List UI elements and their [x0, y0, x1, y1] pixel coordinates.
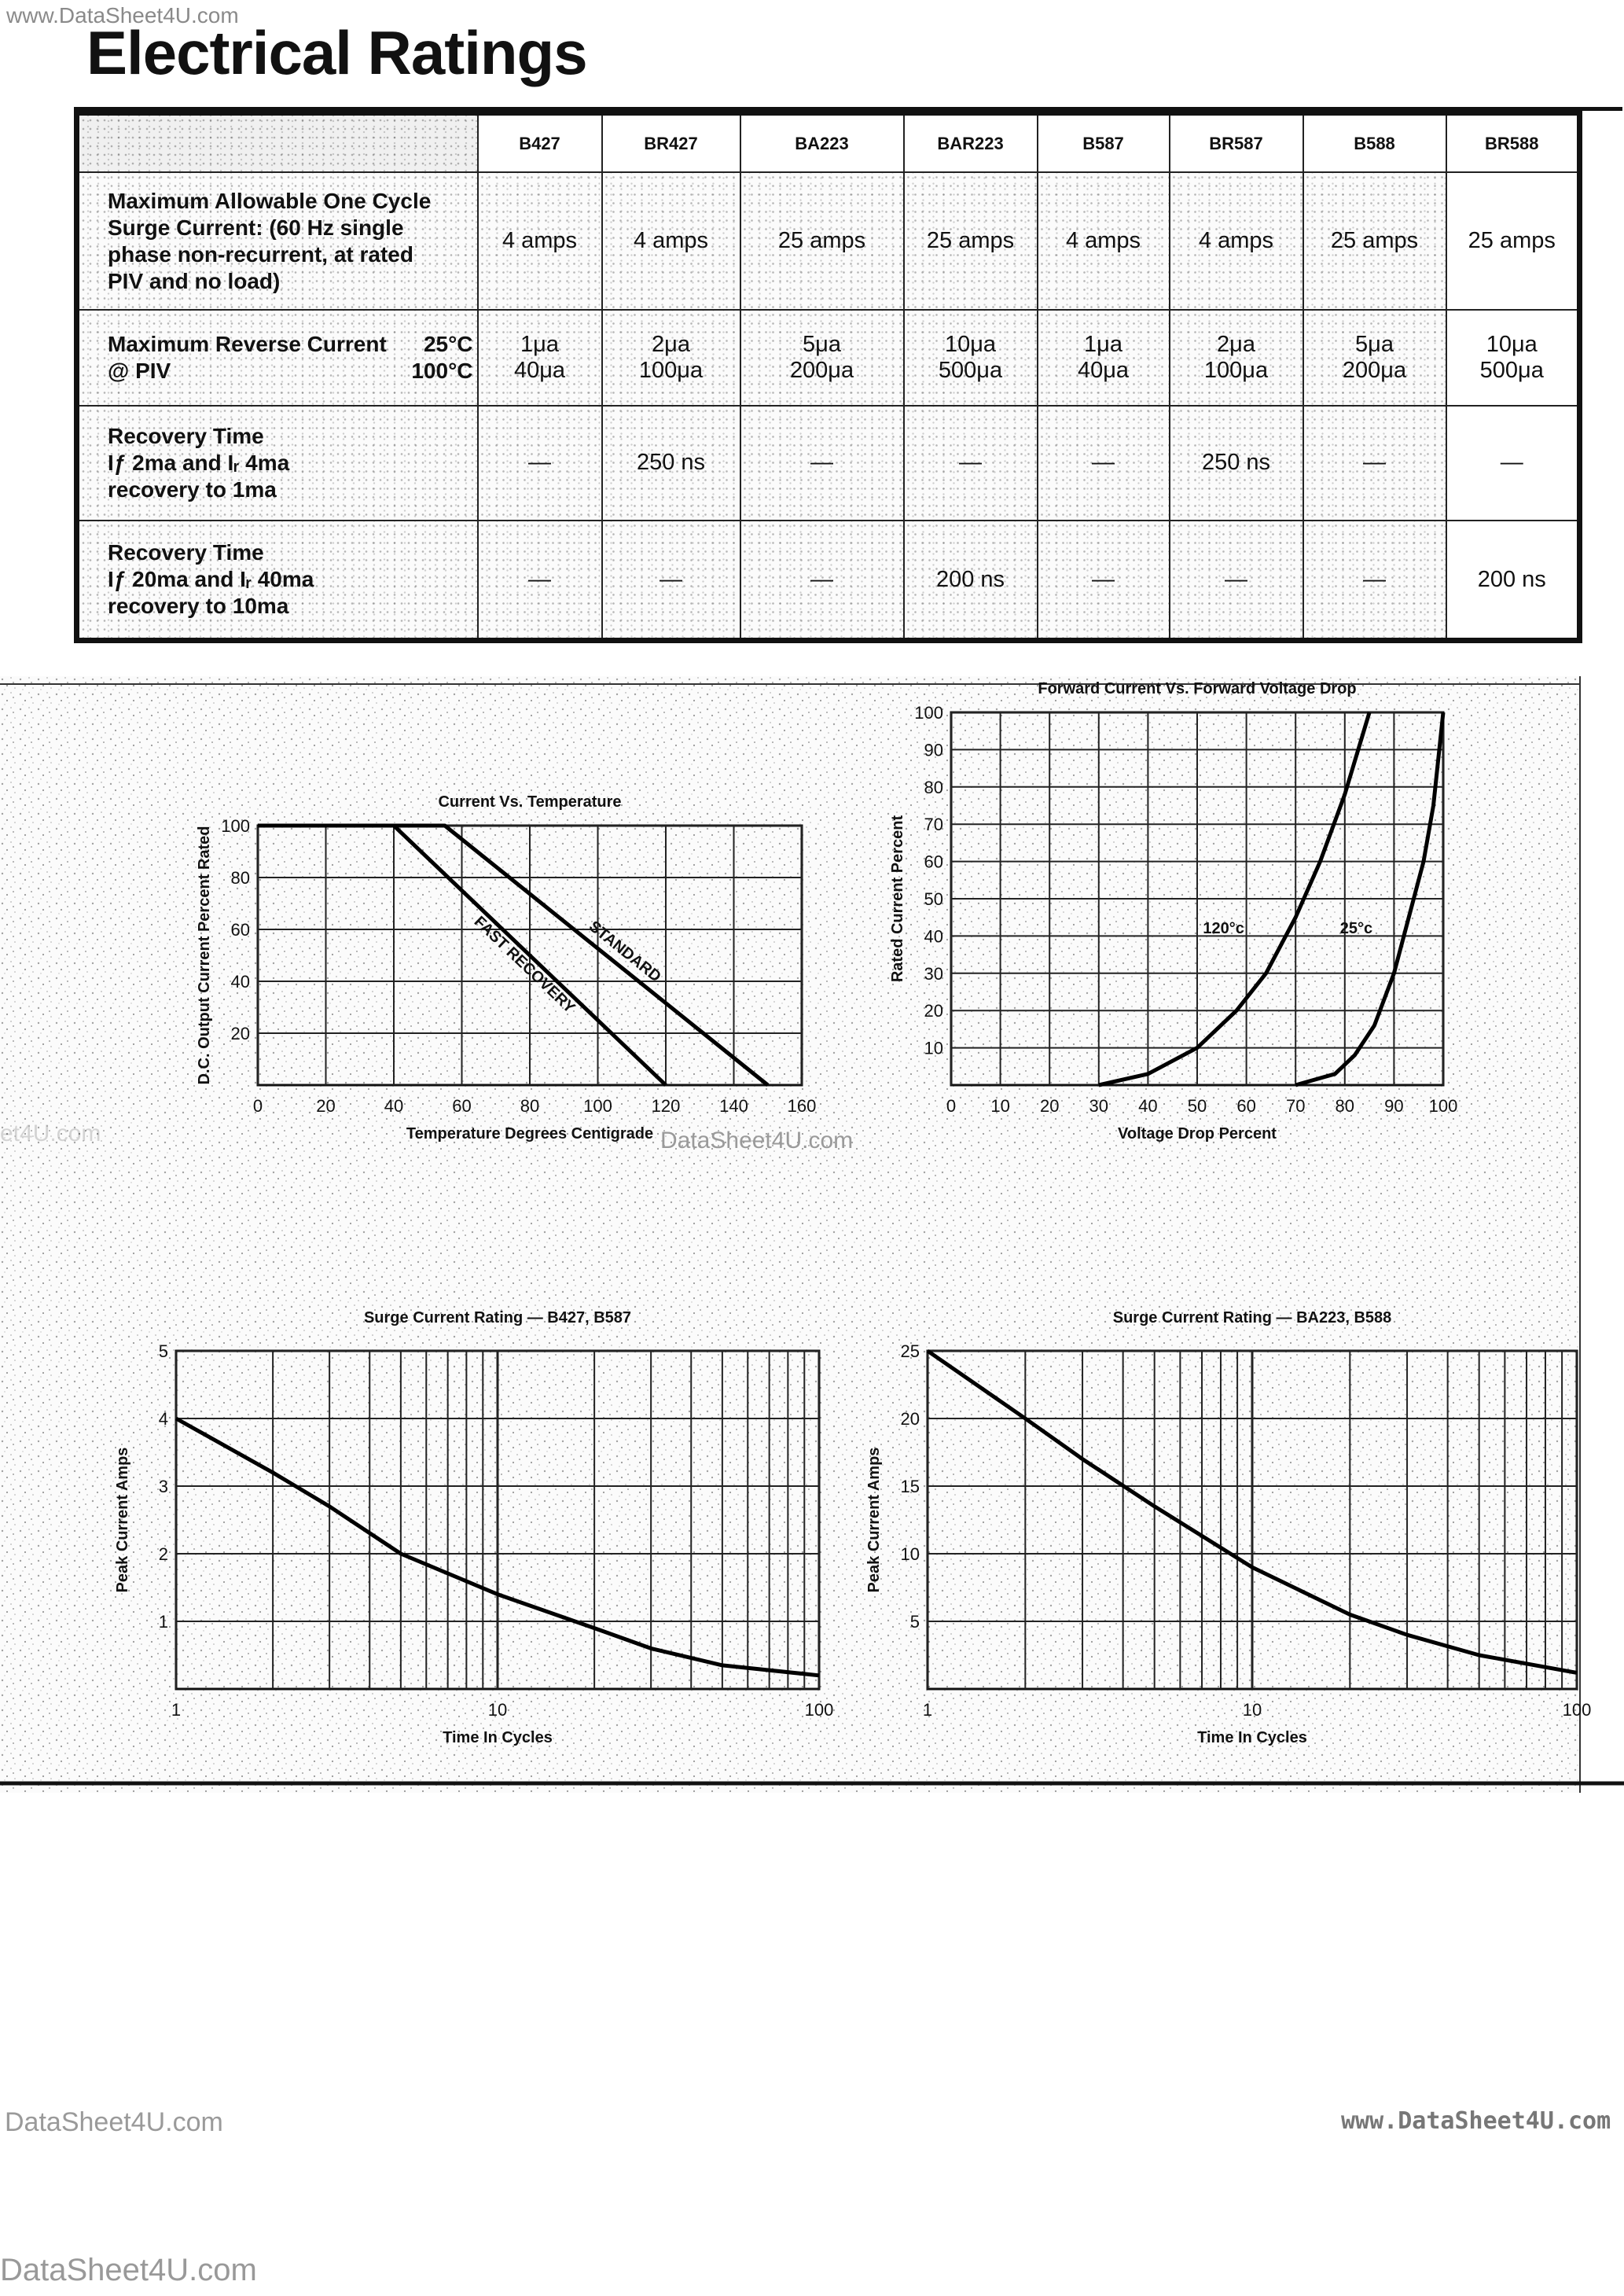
label-line: PIV and no load): [108, 268, 281, 293]
table-row: [77, 521, 1580, 640]
x-tick-label: 100: [1562, 1700, 1592, 1720]
temp-tag: 100°C: [411, 358, 473, 383]
series-label: 120°c: [1203, 919, 1244, 937]
table-cell: 200 ns: [904, 521, 1038, 640]
value-100c: 40μa: [513, 357, 566, 383]
x-tick-label: 10: [1242, 1700, 1262, 1720]
label-line: [108, 331, 476, 358]
label-text: Maximum Reverse Current: [108, 331, 387, 356]
chart-title: Current Vs. Temperature: [438, 793, 622, 811]
table-cell: —: [1303, 406, 1446, 521]
y-tick-label: 1: [158, 1612, 168, 1632]
table-cell: [1446, 310, 1580, 406]
series-label: STANDARD: [585, 918, 664, 986]
table-header-row: [77, 113, 1580, 173]
table-cell: 25 amps: [740, 172, 904, 310]
x-tick-label: 100: [804, 1700, 834, 1720]
table-cell: [602, 310, 740, 406]
x-tick-label: 100: [1428, 1096, 1458, 1116]
y-axis-label: Peak Current Amps: [114, 1447, 131, 1593]
value-25c: 10μa: [944, 331, 997, 357]
ratings-table: [74, 110, 1582, 643]
y-tick-label: 100: [914, 703, 943, 723]
y-tick-label: 80: [924, 777, 943, 797]
x-tick-label: 50: [1187, 1096, 1207, 1116]
label-line: Iƒ 20ma and Iᵣ 40ma: [108, 567, 314, 592]
table-cell: 25 amps: [1446, 172, 1580, 310]
table-cell: 25 amps: [1303, 172, 1446, 310]
row-label: [77, 406, 478, 521]
y-tick-label: 3: [158, 1477, 168, 1496]
table-cell: —: [1303, 521, 1446, 640]
y-axis-label: Rated Current Percent: [889, 815, 906, 983]
x-tick-label: 160: [787, 1096, 817, 1116]
y-axis-label: D.C. Output Current Percent Rated: [196, 826, 213, 1085]
value-100c: 200μa: [789, 357, 854, 383]
watermark-bottom-left: DataSheet4U.com: [5, 2107, 223, 2137]
x-tick-label: 70: [1285, 1096, 1306, 1116]
x-tick-label: 20: [1039, 1096, 1060, 1116]
y-tick-label: 4: [158, 1409, 168, 1429]
table-cell: [1303, 310, 1446, 406]
col-header: BR427: [602, 113, 740, 173]
watermark-bottom: DataSheet4U.com: [0, 2253, 257, 2287]
x-tick-label: 0: [946, 1096, 957, 1116]
y-tick-label: 20: [924, 1001, 943, 1021]
table-cell: [904, 310, 1038, 406]
col-header: BAR223: [904, 113, 1038, 173]
value-25c: 2μa: [1217, 331, 1255, 357]
label-line: Iƒ 2ma and Iᵣ 4ma: [108, 450, 290, 475]
value-25c: 10μa: [1486, 331, 1538, 357]
col-header: BA223: [740, 113, 904, 173]
table-cell: —: [602, 521, 740, 640]
value-100c: 100μa: [1203, 357, 1269, 383]
page-title: Electrical Ratings: [86, 18, 587, 87]
y-tick-label: 2: [158, 1544, 168, 1564]
chart-watermark: DataSheet4U.com: [660, 1128, 854, 1154]
y-tick-label: 60: [230, 920, 250, 940]
label-text: @ PIV: [108, 358, 171, 383]
chart-title: Surge Current Rating — BA223, B588: [1112, 1309, 1392, 1326]
y-tick-label: 60: [924, 852, 943, 872]
chart-title: Forward Current Vs. Forward Voltage Drop: [1038, 680, 1357, 697]
x-tick-label: 100: [583, 1096, 612, 1116]
y-axis-label: Peak Current Amps: [865, 1447, 883, 1593]
row-label: [77, 310, 478, 406]
watermark-top: www.DataSheet4U.com: [6, 3, 239, 28]
table-cell: —: [904, 406, 1038, 521]
label-line: Surge Current: (60 Hz single: [108, 215, 404, 240]
x-tick-label: 120: [651, 1096, 681, 1116]
y-tick-label: 50: [924, 889, 943, 909]
table-cell: [740, 310, 904, 406]
y-tick-label: 80: [230, 868, 250, 888]
y-tick-label: 40: [924, 926, 943, 947]
chart-title: Surge Current Rating — B427, B587: [363, 1309, 632, 1326]
label-line: Recovery Time: [108, 423, 264, 448]
table-cell: [1038, 310, 1170, 406]
graphs-background: [0, 676, 1580, 1793]
y-tick-label: 5: [909, 1612, 920, 1632]
x-axis-label: Time In Cycles: [1197, 1729, 1307, 1746]
row-label: [77, 172, 478, 310]
y-tick-label: 5: [158, 1341, 168, 1361]
table-cell: —: [1446, 406, 1580, 521]
col-header: B587: [1038, 113, 1170, 173]
x-tick-label: 90: [1384, 1096, 1404, 1116]
table-cell: 4 amps: [1170, 172, 1303, 310]
table-row: [77, 310, 1580, 406]
label-line: recovery to 10ma: [108, 594, 289, 619]
value-100c: 40μa: [1077, 357, 1130, 383]
col-header: B588: [1303, 113, 1446, 173]
graphs-panel: [0, 676, 1624, 1808]
table-cell: —: [1038, 521, 1170, 640]
header-corner: [77, 113, 478, 173]
x-tick-label: 1: [171, 1700, 182, 1720]
value-25c: 1μa: [1084, 331, 1122, 357]
table-cell: —: [1170, 521, 1303, 640]
y-tick-label: 90: [924, 740, 943, 760]
x-tick-label: 80: [520, 1096, 540, 1116]
x-tick-label: 80: [1335, 1096, 1355, 1116]
y-tick-label: 20: [900, 1409, 920, 1429]
table-cell: [1170, 310, 1303, 406]
series-label: 25°c: [1339, 919, 1373, 937]
table-cell: —: [740, 521, 904, 640]
y-tick-label: 25: [900, 1341, 920, 1361]
label-line: recovery to 1ma: [108, 476, 277, 502]
x-tick-label: 0: [252, 1096, 263, 1116]
value-100c: 500μa: [1479, 357, 1544, 383]
label-line: Maximum Allowable One Cycle: [108, 188, 432, 213]
y-tick-label: 30: [924, 963, 943, 984]
value-25c: 1μa: [520, 331, 559, 357]
table-cell: —: [478, 406, 602, 521]
table-cell: 200 ns: [1446, 521, 1580, 640]
x-axis-label: Time In Cycles: [443, 1729, 553, 1746]
table-row: [77, 172, 1580, 310]
x-axis-label: Voltage Drop Percent: [1118, 1125, 1277, 1142]
y-tick-label: 15: [900, 1477, 920, 1496]
value-100c: 500μa: [938, 357, 1003, 383]
label-line: Recovery Time: [108, 540, 264, 565]
table-cell: 4 amps: [478, 172, 602, 310]
value-25c: 5μa: [803, 331, 841, 357]
y-tick-label: 20: [230, 1024, 250, 1043]
x-tick-label: 30: [1089, 1096, 1109, 1116]
x-tick-label: 40: [384, 1096, 404, 1116]
x-tick-label: 10: [990, 1096, 1010, 1116]
x-tick-label: 60: [452, 1096, 472, 1116]
value-100c: 100μa: [638, 357, 704, 383]
value-25c: 5μa: [1355, 331, 1394, 357]
col-header: BR587: [1170, 113, 1303, 173]
series-label: FAST RECOVERY: [470, 913, 579, 1017]
x-tick-label: 40: [1138, 1096, 1158, 1116]
value-25c: 2μa: [652, 331, 690, 357]
table-cell: 25 amps: [904, 172, 1038, 310]
temp-tag: 25°C: [423, 331, 473, 356]
x-tick-label: 20: [316, 1096, 336, 1116]
table-cell: 250 ns: [602, 406, 740, 521]
label-line: [108, 358, 476, 385]
col-header: B427: [478, 113, 602, 173]
watermark-bottom-right: www.DataSheet4U.com: [1341, 2107, 1611, 2135]
y-tick-label: 100: [221, 816, 250, 836]
label-line: phase non-recurrent, at rated: [108, 241, 413, 267]
table-cell: 4 amps: [602, 172, 740, 310]
x-tick-label: 1: [922, 1700, 933, 1720]
table-row: [77, 406, 1580, 521]
y-tick-label: 10: [924, 1038, 943, 1058]
y-tick-label: 40: [230, 972, 250, 992]
y-tick-label: 10: [900, 1544, 920, 1564]
row-label: [77, 521, 478, 640]
y-tick-label: 70: [924, 815, 943, 835]
x-tick-label: 10: [487, 1700, 508, 1720]
table-cell: 250 ns: [1170, 406, 1303, 521]
x-tick-label: 140: [719, 1096, 748, 1116]
table-cell: 4 amps: [1038, 172, 1170, 310]
table-cell: [478, 310, 602, 406]
value-100c: 200μa: [1342, 357, 1407, 383]
table-cell: —: [740, 406, 904, 521]
col-header: BR588: [1446, 113, 1580, 173]
table-cell: —: [1038, 406, 1170, 521]
x-tick-label: 60: [1236, 1096, 1256, 1116]
table-cell: —: [478, 521, 602, 640]
x-axis-label: Temperature Degrees Centigrade: [406, 1125, 654, 1142]
